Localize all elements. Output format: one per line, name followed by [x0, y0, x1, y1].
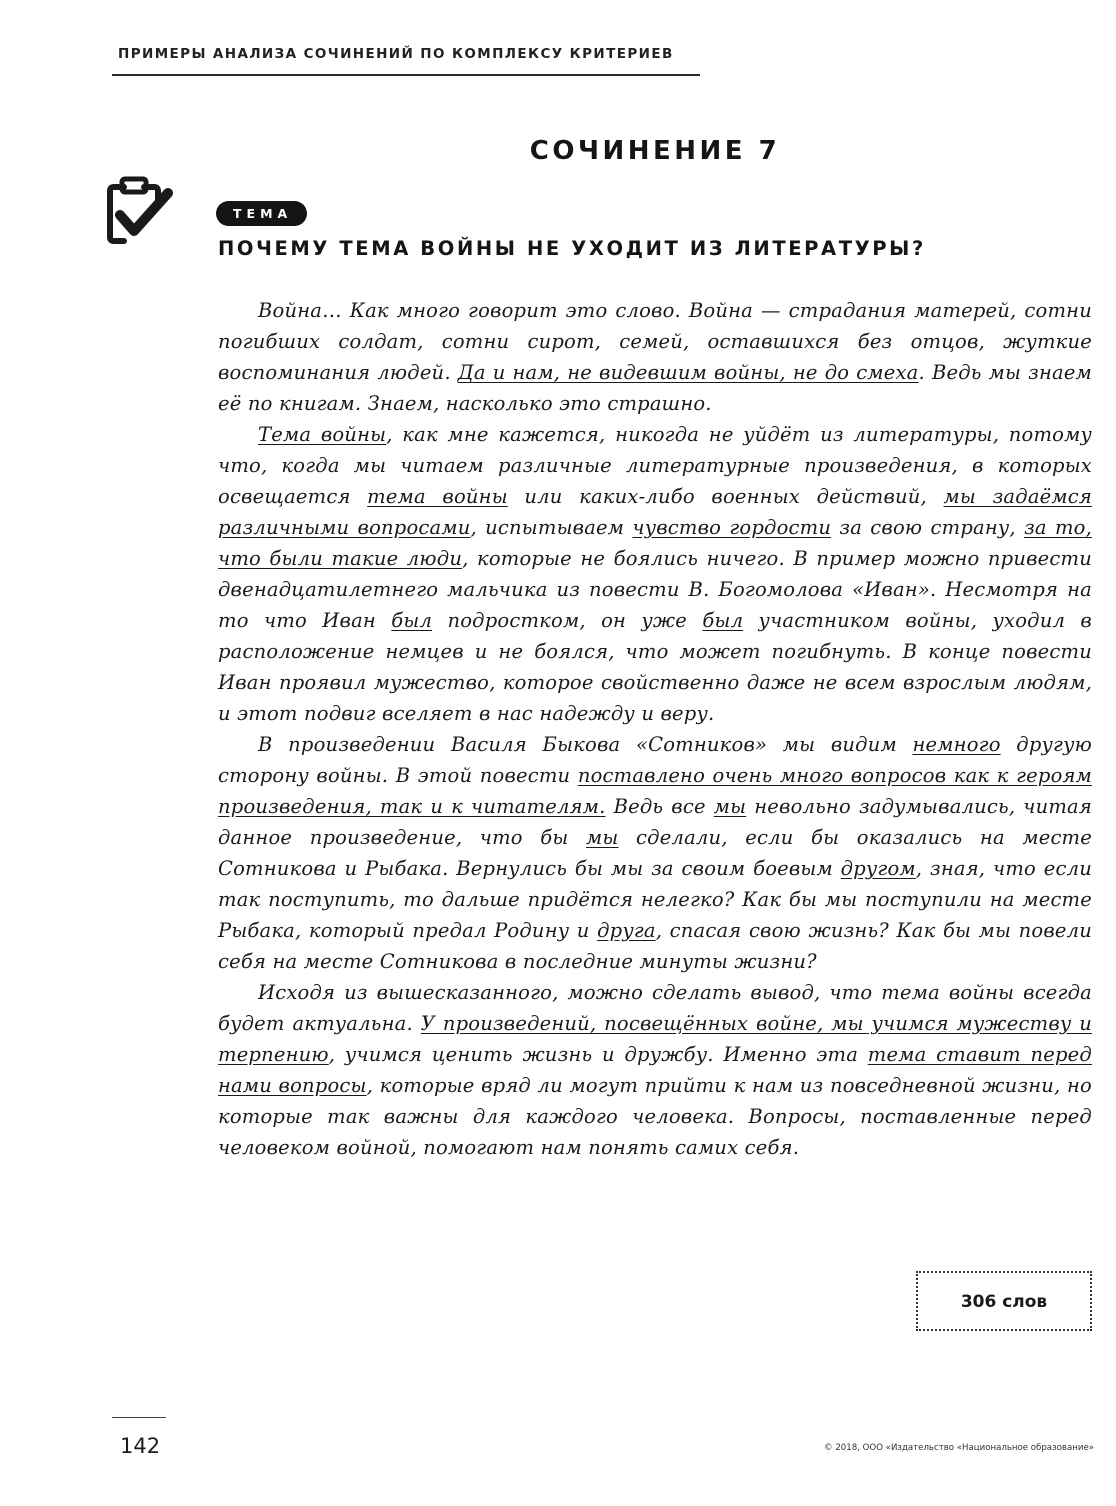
highlighted-phrase: мы задаёмся различными вопросами	[218, 485, 1092, 539]
topic-badge: ТЕМА	[216, 201, 307, 226]
text-run: , как мне кажется, никогда не уйдёт из литературы, потому что, когда мы читаем различные литературные произведения, в которых освещается	[218, 423, 1092, 508]
text-run: , которые не боялись ничего. В пример можно привести двенадцатилетнего мальчика из повести В. Богомолова «Иван». Несмотря на то что Иван	[218, 547, 1092, 632]
essay-number-heading: СОЧИНЕНИЕ 7	[529, 136, 781, 166]
highlighted-phrase: за то, что были такие люди	[218, 516, 1093, 570]
highlighted-phrase: немного	[912, 733, 1001, 756]
highlighted-phrase: был	[391, 609, 433, 632]
essay-paragraph	[218, 977, 1092, 1163]
highlighted-phrase: поставлено очень много вопросов как к героям произведения, так и к читателям.	[218, 764, 1092, 818]
topic-title: ПОЧЕМУ ТЕМА ВОЙНЫ НЕ УХОДИТ ИЗ ЛИТЕРАТУРЫ?	[218, 237, 926, 260]
highlighted-phrase: мы	[713, 795, 747, 818]
highlighted-phrase: друга	[597, 919, 656, 942]
text-run: Война… Как много говорит это слово. Война — страдания матерей, сотни погибших солдат, сотни сирот, семей, оставшихся без отцов, жуткие воспоминания людей.	[218, 299, 1092, 384]
essay-paragraph	[218, 295, 1092, 419]
highlighted-phrase: У произведений, посвещённых войне, мы учимся мужеству и терпению	[218, 1012, 1092, 1066]
highlighted-phrase: другом	[840, 857, 916, 880]
text-run: или каких-либо военных действий,	[507, 485, 944, 508]
text-run: участником войны, уходил в расположение немцев и не боялся, что может погибнуть. В конце повести Иван проявил мужество, которое свойственно даже не всем взрослым людям, и этот подвиг вселяет в нас надежду и веру.	[218, 609, 1092, 725]
text-run: В произведении Василя Быкова «Сотников» мы видим	[258, 733, 913, 756]
text-run: . Ведь мы знаем её по книгам. Знаем, насколько это страшно.	[218, 361, 1092, 415]
word-count-box	[916, 1271, 1092, 1331]
highlighted-phrase: был	[702, 609, 744, 632]
header-divider	[112, 74, 700, 76]
clipboard-check-icon	[104, 175, 174, 247]
highlighted-phrase: тема войны	[367, 485, 508, 508]
text-run: за свою страну,	[831, 516, 1025, 539]
text-run: Ведь все	[605, 795, 714, 818]
copyright-notice: © 2018, ООО «Издательство «Национальное образование»	[824, 1443, 1094, 1453]
highlighted-phrase: мы	[586, 826, 619, 849]
text-run: , которые вряд ли могут прийти к нам из повседневной жизни, но которые так важны для каждого человека. Вопросы, поставленные перед человеком войной, помогают нам понять самих себя.	[218, 1074, 1092, 1159]
footer-divider	[112, 1417, 166, 1418]
page-number: 142	[120, 1434, 161, 1458]
text-run: Исходя из вышесказанного, можно сделать вывод, что тема войны всегда будет актуальна.	[218, 981, 1092, 1035]
text-run: подростком, он уже	[432, 609, 703, 632]
highlighted-phrase: Тема войны	[258, 423, 387, 446]
word-count: 306 слов	[960, 1292, 1048, 1312]
essay-paragraph	[218, 419, 1092, 729]
highlighted-phrase: чувство гордости	[632, 516, 832, 539]
highlighted-phrase: тема ставит перед нами вопросы	[218, 1043, 1092, 1097]
essay-paragraph	[218, 729, 1092, 977]
highlighted-phrase: Да и нам, не видевшим войны, не до смеха	[457, 361, 919, 384]
essay-body	[218, 295, 1092, 1163]
text-run: невольно задумывались, читая данное произведение, что бы	[218, 795, 1092, 849]
text-run: , спасая свою жизнь? Как бы мы повели себя на месте Сотникова в последние минуты жизни?	[218, 919, 1093, 973]
text-run: сделали, если бы оказались на месте Сотникова и Рыбака. Вернулись бы мы за своим боевым	[218, 826, 1092, 880]
text-run: , зная, что если так поступить, то дальше придётся нелегко? Как бы мы поступили на месте Рыбака, который предал Родину и	[218, 857, 1092, 942]
text-run: , учимся ценить жизнь и дружбу. Именно эта	[328, 1043, 868, 1066]
text-run: другую сторону войны. В этой повести	[218, 733, 1092, 787]
text-run: , испытываем	[470, 516, 633, 539]
running-head: ПРИМЕРЫ АНАЛИЗА СОЧИНЕНИЙ ПО КОМПЛЕКСУ КРИТЕРИЕВ	[118, 46, 674, 62]
